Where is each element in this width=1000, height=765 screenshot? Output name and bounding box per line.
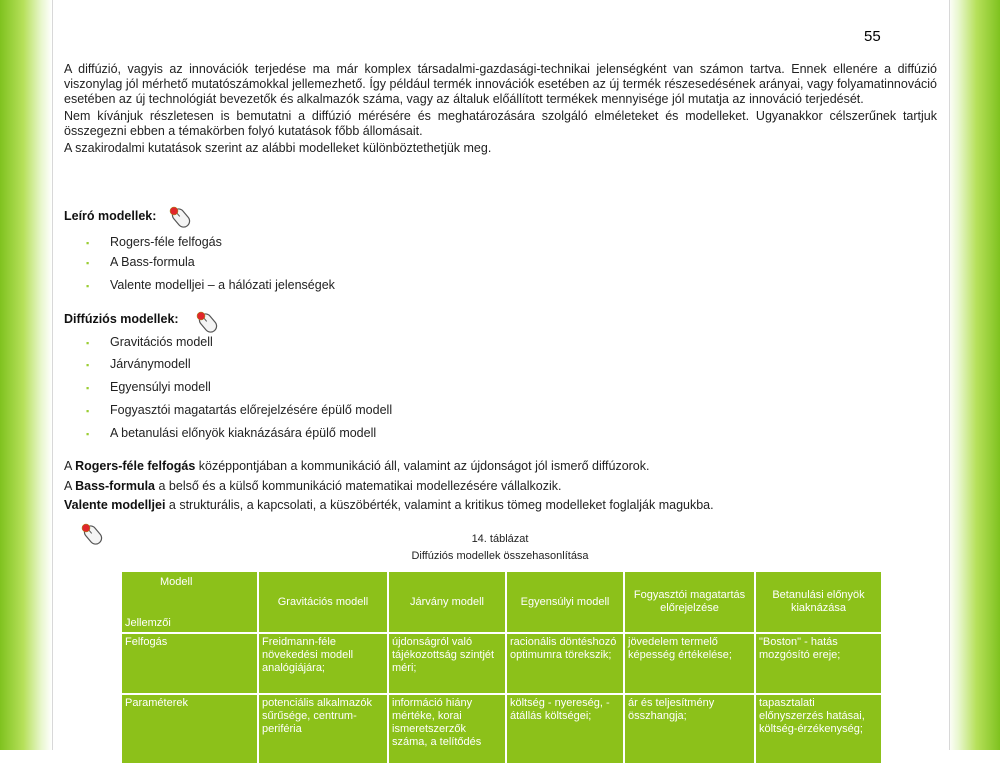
table-cell: "Boston" - hatás mozgósító ereje;: [755, 633, 882, 694]
column-header: Gravitációs modell: [258, 571, 388, 633]
table-cell: jövedelem termelő képesség értékelése;: [624, 633, 755, 694]
intro-text: [64, 62, 937, 156]
table-cell: tapasztalati előnyszerzés hatásai, költség-érzékenység;: [755, 694, 882, 764]
table-cell: Freidmann-féle növekedési modell analógiájára;: [258, 633, 388, 694]
right-decorative-border: [948, 0, 1000, 750]
corner-label-characteristics: Jellemzői: [125, 617, 171, 629]
table-cell: költség - nyereség, - átállás költségei;: [506, 694, 624, 764]
list-item: ▪ Egyensúlyi modell: [86, 380, 211, 394]
summary-line: A Bass-formula a belső és a külső kommunikáció matematikai modellezésére vállalkozik.: [64, 478, 562, 493]
table-header-row: [121, 571, 882, 633]
table-corner-cell: [121, 571, 258, 633]
table-cell: potenciális alkalmazók sűrűsége, centrum-periféria: [258, 694, 388, 764]
table-number: 14. táblázat: [471, 533, 529, 545]
mouse-pin-icon: [195, 310, 221, 336]
table-row: [121, 633, 882, 694]
column-header: Egyensúlyi modell: [506, 571, 624, 633]
comparison-table: [120, 570, 883, 765]
list-item: ▪ A betanulási előnyök kiaknázására épülő modell: [86, 426, 377, 440]
column-header: Járvány modell: [388, 571, 506, 633]
table-cell: újdonságról való tájékozottság szintjét méri;: [388, 633, 506, 694]
list-item: ▪ Rogers-féle felfogás: [86, 235, 222, 249]
models-summary: [64, 457, 714, 516]
column-header: Betanulási előnyök kiaknázása: [755, 571, 882, 633]
descriptive-models-heading: Leíró modellek:: [64, 209, 157, 223]
row-label: Paraméterek: [121, 694, 258, 764]
table-title: Diffúziós modellek összehasonlítása: [411, 550, 589, 562]
intro-paragraph-2: Nem kívánjuk részletesen is bemutatni a diffúzió mérésére és meghatározására szolgáló elméleteket és modelleket. Ugyanakkor célszerűnek tartjuk összegezni ebben a témakörben folyó kutatások főbb állomásait.: [64, 109, 937, 138]
summary-line: Valente modelljei a strukturális, a kapcsolati, a küszöbérték, valamint a kritikus tömeg modelleket foglalják magukba.: [64, 498, 714, 512]
corner-label-model: Modell: [160, 576, 193, 588]
page-number: 55: [864, 28, 881, 45]
diffusion-models-heading: Diffúziós modellek:: [64, 312, 179, 326]
row-label: Felfogás: [121, 633, 258, 694]
table-cell: ár és teljesítmény összhangja;: [624, 694, 755, 764]
intro-paragraph-3: A szakirodalmi kutatások szerint az alábbi modelleket különböztethetjük meg.: [64, 141, 492, 155]
intro-paragraph-1: A diffúzió, vagyis az innovációk terjedése ma már komplex társadalmi-gazdasági-technikai jelenségként van számon tartva. Ennek ellenére a diffúzió viszonylag jól mérhető mutatószámokkal jellemezhető. Így például termék innovációk esetében az új termék részesedésének arányai, vagy folyamatinnováció esetében az új technológiát bevezetők és alkalmazók száma, vagy az általuk előállított termékek mennyisége jól mutatja az innováció terjedését.: [64, 62, 937, 106]
list-item: ▪ Valente modelljei – a hálózati jelenségek: [86, 278, 335, 292]
mouse-pin-icon: [168, 205, 194, 231]
table-row: [121, 694, 882, 764]
column-header: Fogyasztói magatartás előrejelzése: [624, 571, 755, 633]
table-cell: információ hiány mértéke, korai ismeretszerzők száma, a telítődés: [388, 694, 506, 764]
list-item: ▪ Fogyasztói magatartás előrejelzésére épülő modell: [86, 403, 393, 417]
table-cell: racionális döntéshozó optimumra törekszik;: [506, 633, 624, 694]
list-item: ▪ Gravitációs modell: [86, 335, 213, 349]
list-item: ▪ A Bass-formula: [86, 255, 195, 269]
left-decorative-border: [0, 0, 52, 750]
list-item: ▪ Járványmodell: [86, 357, 191, 371]
summary-line: A Rogers-féle felfogás középpontjában a kommunikáció áll, valamint az újdonságot jól ismerő diffúzorok.: [64, 459, 650, 473]
